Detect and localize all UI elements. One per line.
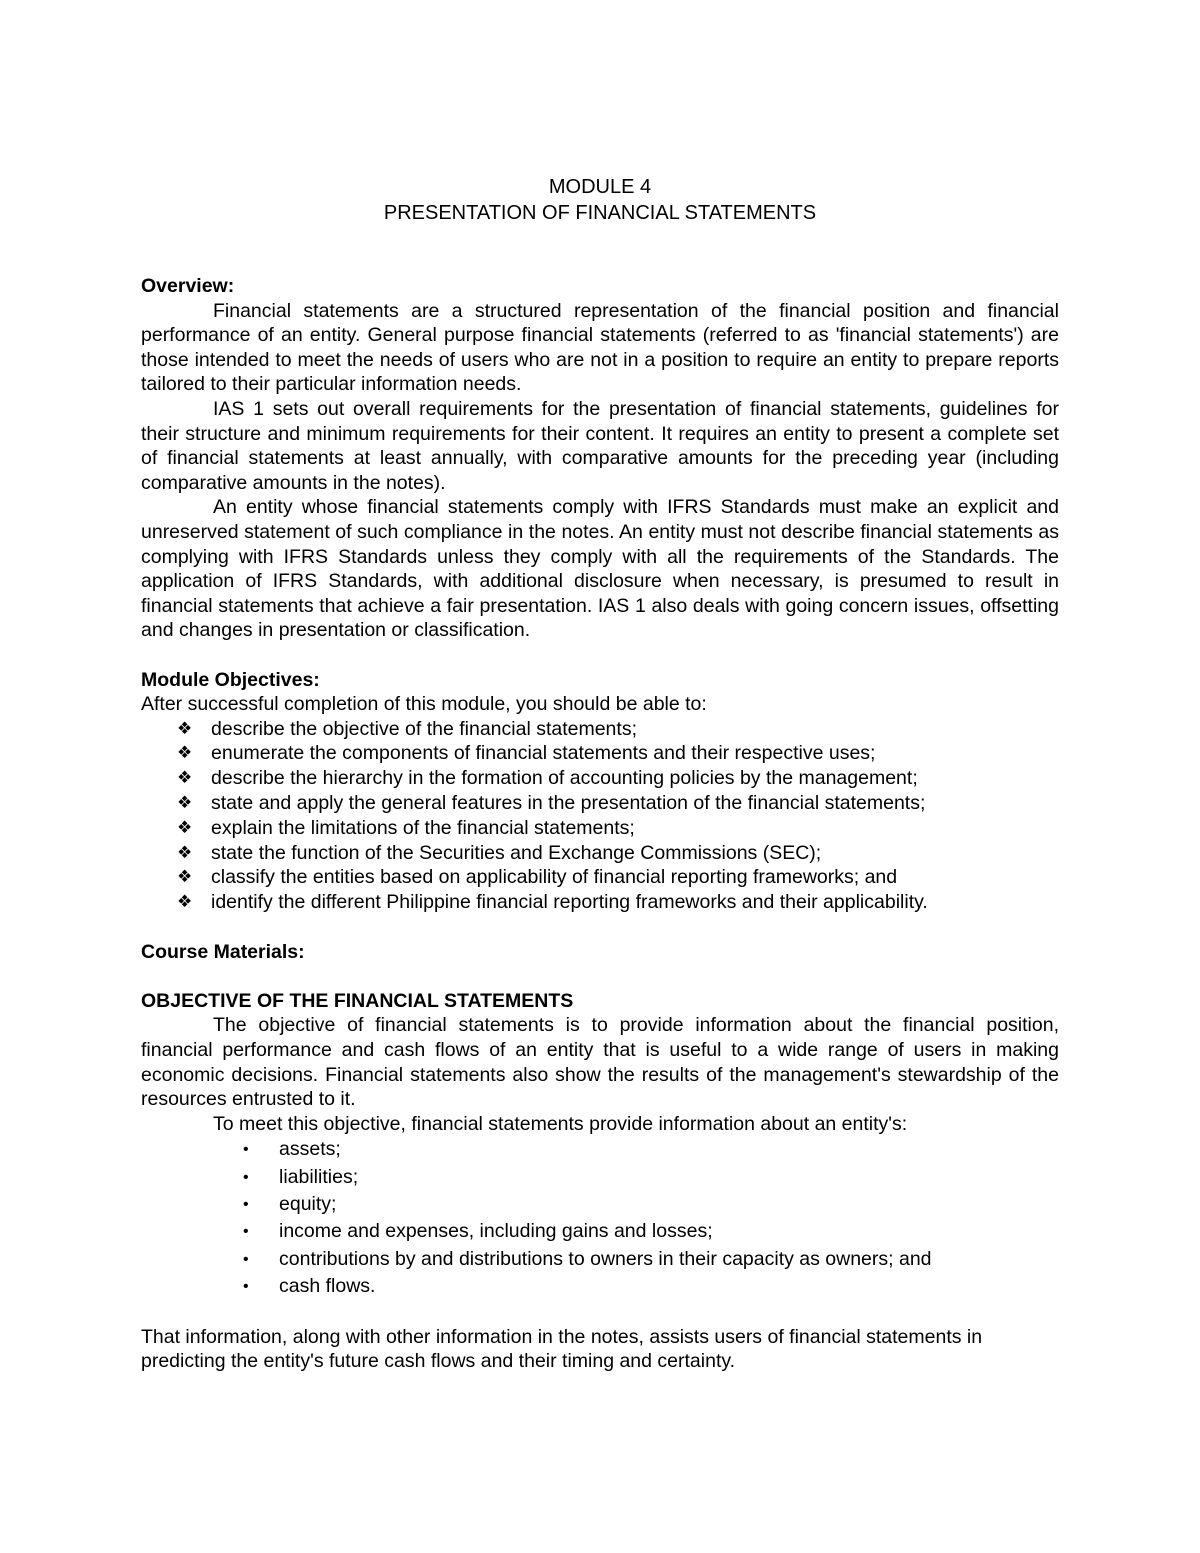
section-heading: OBJECTIVE OF THE FINANCIAL STATEMENTS <box>141 989 574 1012</box>
diamond-bullet-icon: ❖ <box>177 842 193 862</box>
list-item: • contributions by and distributions to owners in their capacity as owners; and <box>243 1246 1059 1273</box>
list-item: ❖ explain the limitations of the financial statements; <box>177 816 635 839</box>
information-list <box>141 1136 1059 1300</box>
overview-paragraph-3: An entity whose financial statements comply with IFRS Standards must make an explicit and unreserved statement of such compliance in the notes. An entity must not describe financial statements as complying with IFRS Standards unless they comply with all the requirements of the Standards. The application of IFRS Standards, with additional disclosure when necessary, is presumed to result in financial statements that achieve a fair presentation. IAS 1 also deals with going concern issues, offsetting and changes in presentation or classification. <box>141 496 1059 642</box>
section-paragraph-1: The objective of financial statements is to provide information about the financial position, financial performance and cash flows of an entity that is useful to a wide range of users in making economic decisions. Financial statements also show the results of the management's stewardship of the resources entrusted to it. <box>141 1014 1059 1111</box>
list-item: ❖ identify the different Philippine financial reporting frameworks and their applicability. <box>177 891 928 914</box>
closing-paragraph: That information, along with other information in the notes, assists users of financial statements in predicting the entity's future cash flows and their timing and certainty. <box>141 1325 983 1373</box>
overview-paragraph-2: IAS 1 sets out overall requirements for the presentation of financial statements, guidelines for their structure and minimum requirements for their content. It requires an entity to present a complete set of financial statements at least annually, with comparative amounts for the preceding year (including comparative amounts in the notes). <box>141 397 1059 494</box>
bullet-icon: • <box>243 1168 249 1186</box>
list-item: • liabilities; <box>243 1164 1059 1191</box>
section-paragraph-2: To meet this objective, financial statements provide information about an entity's: <box>213 1112 908 1135</box>
list-item: ❖ state and apply the general features in the presentation of the financial statements; <box>177 792 926 815</box>
diamond-bullet-icon: ❖ <box>177 793 193 813</box>
diamond-bullet-icon: ❖ <box>177 867 193 887</box>
bullet-icon: • <box>243 1141 249 1159</box>
bullet-icon: • <box>243 1196 249 1213</box>
list-item: • income and expenses, including gains and losses; <box>243 1218 1059 1245</box>
list-item: ❖ describe the hierarchy in the formation of accounting policies by the management; <box>177 767 918 790</box>
diamond-bullet-icon: ❖ <box>177 892 193 912</box>
list-item: • equity; <box>243 1191 1059 1218</box>
bullet-icon: • <box>243 1277 249 1295</box>
module-number: MODULE 4 <box>548 176 652 198</box>
diamond-bullet-icon: ❖ <box>177 743 193 763</box>
list-item: ❖ classify the entities based on applicability of financial reporting frameworks; and <box>177 866 898 889</box>
diamond-bullet-icon: ❖ <box>177 718 193 738</box>
objectives-label: Module Objectives: <box>141 668 320 691</box>
list-item: ❖ state the function of the Securities and Exchange Commissions (SEC); <box>177 841 822 864</box>
objectives-list <box>141 717 1059 915</box>
overview-paragraph-1: Financial statements are a structured representation of the financial position and financial performance of an entity. General purpose financial statements (referred to as 'financial statements') are those intended to meet the needs of users who are not in a position to require an entity to prepare reports tailored to their particular information needs. <box>141 299 1059 396</box>
objectives-intro: After successful completion of this module, you should be able to: <box>141 693 707 716</box>
document-page <box>141 174 1059 1374</box>
overview-label: Overview: <box>141 275 235 297</box>
diamond-bullet-icon: ❖ <box>177 768 193 788</box>
page-title: PRESENTATION OF FINANCIAL STATEMENTS <box>383 202 817 224</box>
list-item: • cash flows. <box>243 1273 1059 1300</box>
bullet-icon: • <box>243 1223 249 1241</box>
bullet-icon: • <box>243 1250 249 1268</box>
list-item: ❖ enumerate the components of financial statements and their respective uses; <box>177 742 876 765</box>
diamond-bullet-icon: ❖ <box>177 817 193 837</box>
list-item: • assets; <box>243 1136 1059 1163</box>
list-item: ❖ describe the objective of the financial statements; <box>177 717 637 740</box>
course-materials-label: Course Materials: <box>141 940 305 963</box>
